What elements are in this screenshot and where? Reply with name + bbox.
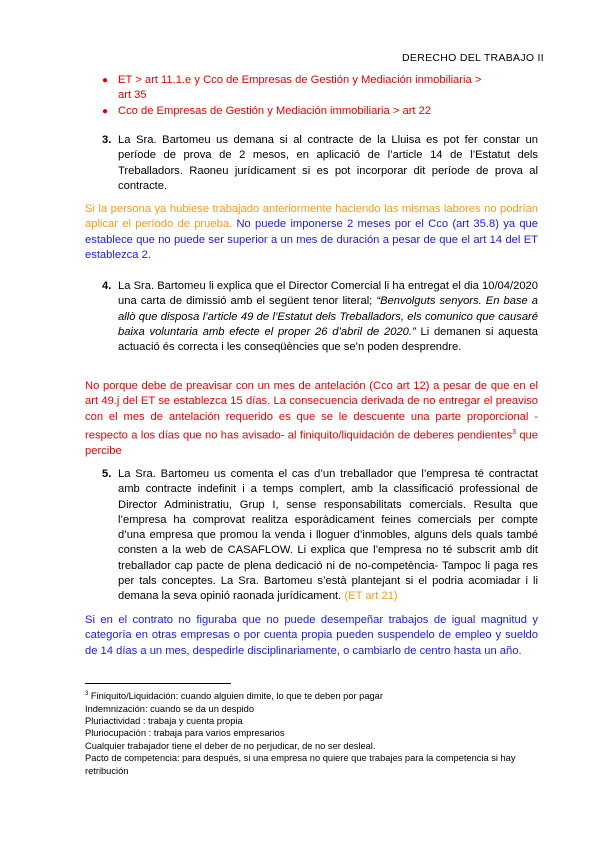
page-header: DERECHO DEL TRABAJO II — [402, 52, 544, 64]
footnote-item: $^3$ Finiquito/Liquidación: cuando alguien dimite, lo que te deben por pagar — [85, 691, 383, 702]
footnotes — [85, 688, 538, 777]
footnote-item: Pacto de competencia: para después, si una empresa no quiere que trabajes para la competencia si hay retribución — [85, 753, 516, 776]
list-item — [102, 73, 538, 103]
list-item — [102, 104, 538, 119]
bullet-text-line1: ET > art 11.1.e y Cco de Empresas de Gestión y Mediación inmobiliaria > — [118, 74, 482, 86]
question-3 — [102, 133, 538, 194]
answer-5 — [85, 613, 538, 659]
footnote-separator — [85, 683, 231, 684]
footnote-ref: 3 — [512, 428, 516, 436]
question-text-tail: Li demanen si aquesta actuació és correcta i les conseqüències que se’n poden desprendre. — [118, 325, 538, 354]
question-5 — [102, 467, 538, 605]
question-number: 4. — [102, 280, 112, 292]
answer-3 — [85, 202, 538, 263]
footnote-item: Pluriocupación : trabaja para varios empresarios — [85, 728, 285, 739]
answer-text-tail: que percibe — [85, 429, 539, 457]
question-text: La Sra. Bartomeu li explica que el Director Comercial li ha entregat el dia 10/04/2020 una carta de dimissió amb el següent tenor literal; — [118, 280, 538, 308]
question-ref: (ET art 21) — [344, 590, 398, 603]
footnote-item: Pluriactividad : trabaja y cuenta propia — [85, 715, 243, 726]
quote-text: “Benvolguts senyors. En base a allò que disposa l’article 49 de l’Estatut dels Treballadors, els comunico que causaré baixa voluntaria amb efecte el proper 26 d’abril de 2020.” — [118, 295, 539, 338]
answer-text: No porque debe de preavisar con un mes de antelación (Cco art 12) a pesar de que en el art 49.j del ET se establezca 15 días. La consecuencia derivada de no entregar el preaviso con el mes de antelación requerido es que se le descuente una parte proporcional -respecto a los días que no has avisado- al finiquito/liquidación de deberes pendientes — [85, 380, 538, 442]
bullet-icon: ● — [102, 75, 109, 86]
question-number: 5. — [102, 468, 112, 480]
question-text: La Sra. Bartomeu us comenta el cas d’un treballador que l’empresa té contractat amb contracte indefinit i a temps complert, amb la classificació professional de Director Administratiu, Grup I, sense responsabilitats comercials. Resulta que l’empresa ha comprovat realitza esporàdicament feines comercials per compte d’una empresa que promou la venda i lloguer d’inmobles, alguns dels quals també consten a la web de CASAFLOW. Li explica que l’empresa no té subscrit amb dit treballador cap pacte de plena dedicació ni de no-competència- Tampoc li paga res per tals conceptes. La Sra. Bartomeu s’està plantejant si el podria acomiadar i li demana la seva opinió raonada jurídicament. — [118, 468, 538, 603]
bullet-text-line2: art 35 — [118, 89, 147, 101]
question-number: 3. — [102, 134, 112, 146]
bullet-text: Cco de Empresas de Gestión y Mediación immobiliaria > art 22 — [118, 105, 432, 117]
answer-4 — [85, 379, 538, 459]
question-text: La Sra. Bartomeu us demana si al contracte de la Lluisa es pot fer constar un període de prova de 2 mesos, en aplicació de l’article 14 de l’Estatut dels Treballadors. Raoneu jurídicament si es pot incorporar dit període de prova al contracte. — [118, 134, 538, 192]
bullet-icon: ● — [102, 106, 109, 117]
answer-blue-text: No puede imponerse 2 meses por el Cco (art 35.8) ya que establece que no puede ser superior a un mes de duración a pesar de que el art 14 del ET establezca 2. — [85, 218, 538, 261]
answer-orange-text: Si la persona ya hubiese trabajado anteriormente haciendo las mismas labores no podrían aplicar el período de prueba. — [85, 203, 538, 231]
footnote-item: Cualquier trabajador tiene el deber de no perjudicar, de no ser desleal. — [85, 740, 376, 751]
question-4 — [102, 279, 539, 355]
answer-text: Si en el contrato no figuraba que no puede desempeñar trabajos de igual magnitud y categoría en otras empresas o por cuenta propia pueden suspendelo de empleo y sueldo de 14 días a un mes, despedirle disciplinariamente, o cambiarlo de centro hasta un año. — [85, 614, 538, 657]
footnote-item: Indemnización: cuando se da un despido — [85, 703, 255, 714]
